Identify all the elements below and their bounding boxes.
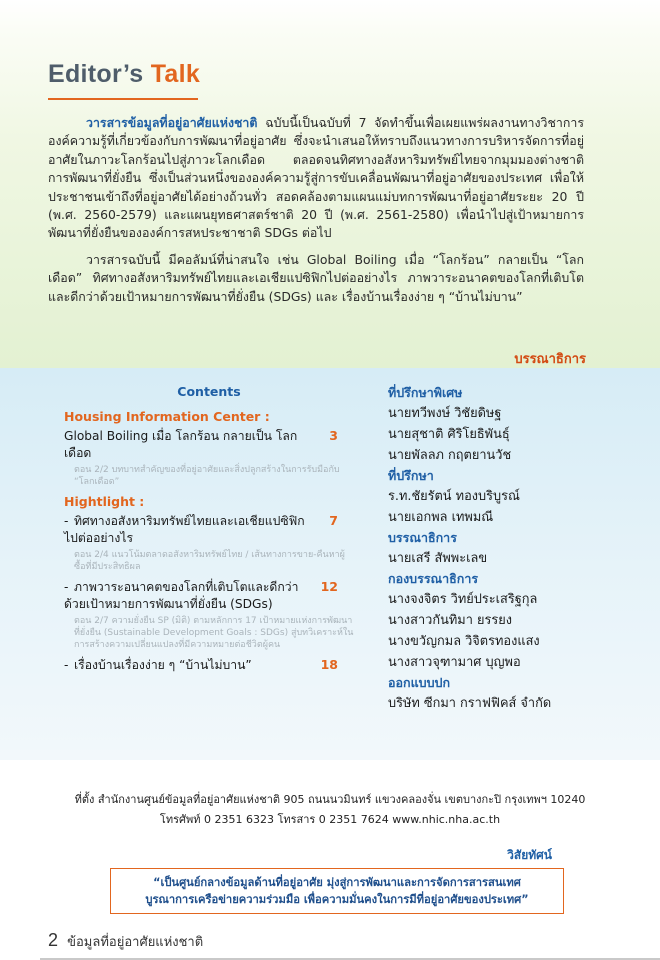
contents-item-title: เรื่องบ้านเรื่องง่าย ๆ “บ้านไม่บาน” — [74, 658, 252, 672]
address-line: ที่ตั้ง สำนักงานศูนย์ข้อมูลที่อยู่อาศัยแห่งชาติ 905 ถนนนวมินทร์ แขวงคลองจั่น เขตบางกะปิ กรุงเทพฯ 10240 — [74, 793, 586, 806]
staff-role: กองบรรณาธิการ — [388, 571, 479, 586]
contents-item-page: 3 — [329, 428, 338, 443]
contents-item-description: ตอน 2/2 บทบาทสำคัญของที่อยู่อาศัยและสิ่งปลูกสร้างในการรับมือกับ “โลกเดือด” — [74, 465, 340, 487]
title-underline — [48, 98, 198, 100]
page-footer — [48, 930, 203, 952]
contents-item-bullet: - — [64, 514, 69, 528]
editorial-body — [48, 114, 584, 314]
staff-name: นางสาวจุฑามาศ บุญพอ — [388, 655, 521, 670]
staff-name: นางขวัญกมล วิจิตรทองแสง — [388, 634, 540, 649]
contents-item[interactable] — [64, 428, 354, 488]
contents-item[interactable] — [64, 513, 354, 573]
page-title-part1: Editor’s — [48, 60, 144, 88]
table-of-contents — [64, 384, 354, 680]
staff-name: บริษัท ซีกมา กราฟฟิคส์ จำกัด — [388, 696, 552, 711]
editor-signature: บรรณาธิการ — [514, 352, 586, 367]
contents-item-title: ภาพวาระอนาคตของโลกที่เติบโตและดีกว่าด้วยเป้าหมายการพัฒนาที่ยั่งยืน (SDGs) — [64, 580, 299, 611]
vision-line-2: บูรณาการเครือข่ายความร่วมมือ เพื่อความมั่นคงในการมีที่อยู่อาศัยของประเทศ” — [145, 893, 529, 906]
contents-item[interactable] — [64, 579, 354, 651]
page-title-part2: Talk — [150, 60, 201, 88]
staff-role: ที่ปรึกษาพิเศษ — [388, 385, 463, 400]
staff-name: นายเอกพล เทพมณี — [388, 510, 494, 525]
staff-name: นางจงจิตร วิทย์ประเสริฐกุล — [388, 592, 538, 607]
staff-name: นายสุชาติ ศิริโยธิพันธุ์ — [388, 427, 510, 442]
vision-line-1: “เป็นศูนย์กลางข้อมูลด้านที่อยู่อาศัย มุ่งสู่การพัฒนาและการจัดการสารสนเทศ — [153, 876, 521, 889]
vision-label: วิสัยทัศน์ — [507, 848, 552, 862]
contents-item-title-row — [64, 513, 354, 547]
address-block — [0, 790, 660, 830]
journal-name: วารสารข้อมูลที่อยู่อาศัยแห่งชาติ — [86, 115, 258, 130]
staff-role: ที่ปรึกษา — [388, 468, 434, 483]
contact-line: โทรศัพท์ 0 2351 6323 โทรสาร 0 2351 7624 www.nhic.nha.ac.th — [159, 813, 501, 826]
contents-item-title-row — [64, 428, 354, 462]
editorial-paragraph-1-text: ฉบับนี้เป็นฉบับที่ 7 จัดทำขึ้นเพื่อเผยแพร่ผลงานทางวิชาการองค์ความรู้ที่เกี่ยวข้องกับการพัฒนาที่อยู่อาศัย ซึ่งจะนำเสนอให้ทราบถึงแนวทางการบริหารจัดการที่อยู่อาศัยในภาวะโลกร้อนไปสู่ภาวะโลกเดือด ตลอดจนทิศทางอสังหาริมทรัพย์ไทยจากมุมมองต่างชาติ การพัฒนาที่ยั่งยืน ซึ่งเป็นส่วนหนึ่งขององค์ความรู้สู่การขับเคลื่อนพัฒนาที่อยู่อาศัยของประเทศ เพื่อให้ประชาชนเข้าถึงที่อยู่อาศัยได้อย่างถ้วนทั่ว สอดคล้องตามแผนแม่บทการพัฒนาที่อยู่อาศัยระยะ 20 ปี (พ.ศ. 2560-2579) และแผนยุทธศาสตร์ชาติ 20 ปี (พ.ศ. 2561-2580) เพื่อนำไปสู่เป้าหมายการพัฒนาที่ยั่งยืนขององค์การสหประชาชาติ SDGs ต่อไป — [48, 115, 584, 241]
contents-item-title: ทิศทางอสังหาริมทรัพย์ไทยและเอเชียแปซิฟิก ไปต่ออย่างไร — [64, 514, 305, 545]
staff-list — [388, 383, 608, 714]
staff-role: ออกแบบปก — [388, 675, 451, 690]
staff-name: นายทวีพงษ์ วิชัยดิษฐ — [388, 406, 502, 421]
contents-item-page: 7 — [329, 513, 338, 528]
contents-item-title-row — [64, 657, 354, 674]
contents-item-bullet: - — [64, 658, 69, 672]
editorial-paragraph-1 — [48, 114, 584, 243]
publication-name: ข้อมูลที่อยู่อาศัยแห่งชาติ — [67, 935, 204, 950]
contents-sections — [64, 409, 354, 674]
contents-item-bullet: - — [64, 580, 69, 594]
contents-item-title: Global Boiling เมื่อ โลกร้อน กลายเป็น โลกเดือด — [64, 429, 298, 460]
staff-name: นางสาวกันทิมา ยรรยง — [388, 613, 512, 628]
page-title — [48, 60, 200, 89]
contents-section-title: Hightlight : — [64, 494, 145, 509]
contents-item[interactable] — [64, 657, 354, 674]
staff-name: ร.ท.ชัยรัตน์ ทองบริบูรณ์ — [388, 489, 520, 504]
staff-role: บรรณาธิการ — [388, 530, 457, 545]
contents-item-page: 18 — [320, 657, 338, 672]
vision-block — [110, 846, 564, 914]
contents-item-page: 12 — [320, 579, 338, 594]
vision-statement — [110, 868, 564, 914]
page-number: 2 — [48, 930, 59, 950]
editorial-paragraph-2: วารสารฉบับนี้ มีคอลัมน์ที่น่าสนใจ เช่น Global Boiling เมื่อ “โลกร้อน” กลายเป็น “โลกเดือด” ทิศทางอสังหาริมทรัพย์ไทยและเอเชียแปซิฟิกไปต่ออย่างไร ภาพวาระอนาคตของโลกที่เติบโตและดีกว่าด้วยเป้าหมายการพัฒนาที่ยั่งยืน (SDGs) และ เรื่องบ้านเรื่องง่าย ๆ “บ้านไม่บาน” — [48, 251, 584, 304]
staff-name: นายพัลลภ กฤตยานวัช — [388, 448, 512, 463]
contents-item-title-row — [64, 579, 354, 613]
contents-section-title: Housing Information Center : — [64, 409, 270, 424]
contents-item-description: ตอน 2/7 ความยั่งยืน SP (มิติ) ตามหลักการ 17 เป้าหมายแห่งการพัฒนาที่ยั่งยืน (Sustainable Development Goals : SDGs) สู่บทวิเคราะห์ในการสร้างความเปลี่ยนแปลงที่มีความหมายต่อชีวิตผู้คน — [74, 616, 354, 650]
footer-divider — [40, 958, 660, 960]
contents-item-description: ตอน 2/4 แนวโน้มตลาดอสังหาริมทรัพย์ไทย / เส้นทางการขาย-คืนหาผู้ซื้อที่มีประสิทธิผล — [74, 550, 345, 572]
contents-heading: Contents — [177, 384, 241, 399]
staff-name: นายเสรี สัพพะเลข — [388, 551, 488, 566]
